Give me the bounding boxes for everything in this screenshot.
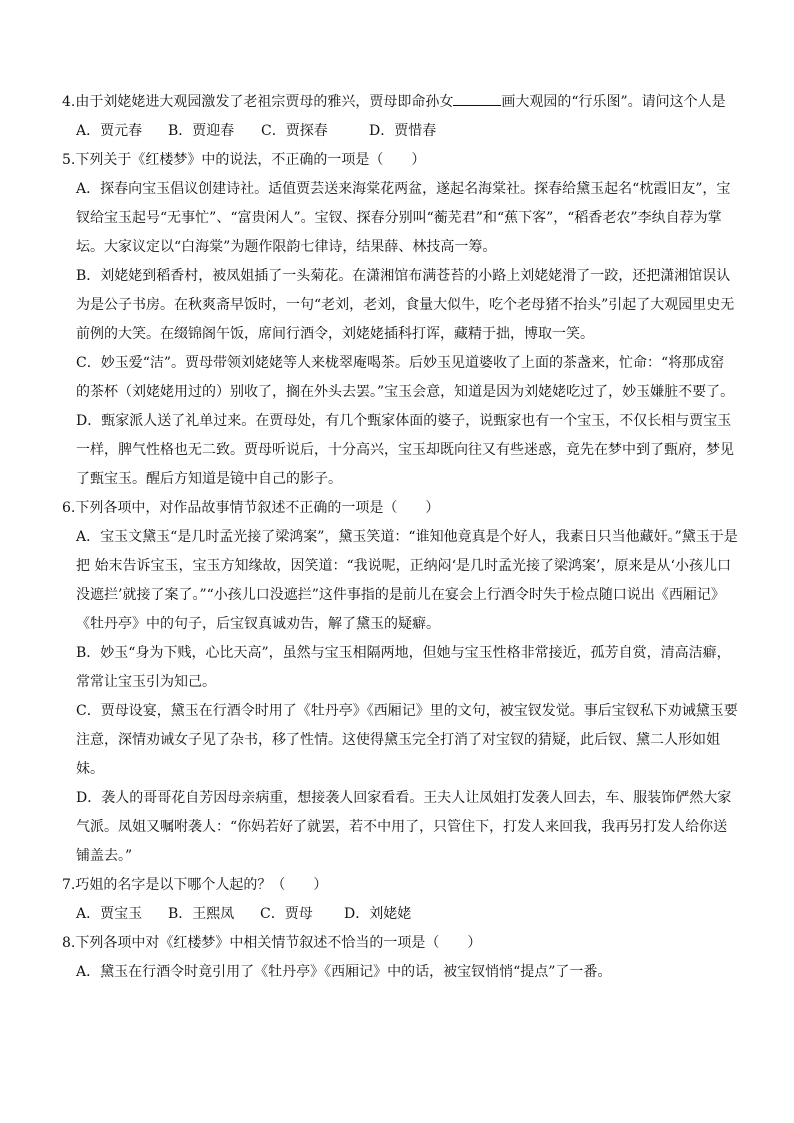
question-7-option-a: A．贾宝玉 [76, 906, 143, 922]
question-4-option-c: C．贾探春 [261, 123, 328, 139]
question-6-stem: 6.下列各项中，对作品故事情节叙述不正确的一项是（ ） [62, 500, 440, 516]
question-7-options [62, 900, 738, 929]
question-6-option-b: B．妙玉“身为下贱，心比天高”，虽然与宝玉相隔两地，但她与宝玉性格非常接近，孤芳自赏，清高洁癖，常常让宝玉引为知己。 [76, 645, 731, 690]
question-5-option-c: C．妙玉爱“洁”。贾母带领刘姥姥等人来栊翠庵喝茶。后妙玉见道婆收了上面的茶盏来，忙命：“将那成窑的茶杯（刘姥姥用过的）别收了，搁在外头去罢。”宝玉会意，知道是因为刘姥姥吃过了，妙玉嫌脏不要了。 [76, 355, 735, 400]
question-7-option-d: D．刘姥姥 [344, 906, 412, 922]
question-4-option-d: D．贾惜春 [369, 123, 437, 139]
question-4-option-b: B．贾迎春 [168, 123, 235, 139]
question-4-stem-before: 4.由于刘姥姥进大观园激发了老祖宗贾母的雅兴，贾母即命孙女 [62, 94, 454, 110]
question-5-stem: 5.下列关于《红楼梦》中的说法，不正确的一项是（ ） [62, 152, 426, 168]
question-5-option-d: D．甄家派人送了礼单过来。在贾母处，有几个甄家体面的婆子，说甄家也有一个宝玉，不仅长相与贾宝玉一样，脾气性格也无二致。贾母听说后，十分高兴，宝玉却既向往又有些迷惑，竟先在梦中到了甄府，梦见了甄宝玉。醒后方知道是镜中自己的影子。 [76, 413, 734, 487]
question-7-option-b: B．王熙凤 [168, 906, 235, 922]
question-8-stem: 8.下列各项中对《红楼梦》中相关情节叙述不恰当的一项是（ ） [62, 935, 482, 951]
question-6-option-d: D．袭人的哥哥花自芳因母亲病重，想接袭人回家看看。王夫人让凤姐打发袭人回去，车、服装饰俨然大家气派。凤姐又嘱咐袭人：“你妈若好了就罢，若不中用了，只管住下，打发人来回我，我再另打发人给你送铺盖去。” [76, 790, 732, 864]
question-6-option-a: A．宝玉文黛玉“是几时孟光接了梁鸿案”，黛玉笑道：“谁知他竟真是个好人，我素日只当他藏奸。”黛玉于是把 始末告诉宝玉，宝玉方知缘故，因笑道：“我说呢，正纳闷‘是几时孟光接了梁鸿案’，原来是从‘小孩儿口没遮拦’就接了案了。”“小孩儿口没遮拦”这件事指的是前儿在宴会上行酒令时失于检点随口说出《西厢记》《牡丹亭》中的句子，后宝钗真诚劝告，解了黛玉的疑癖。 [76, 529, 738, 632]
question-8-option-a: A．黛玉在行酒令时竟引用了《牡丹亭》《西厢记》中的话，被宝钗悄悄“提点”了一番。 [76, 964, 612, 980]
question-4-options [62, 117, 738, 146]
question-7-option-c: C．贾母 [260, 906, 313, 922]
question-4-option-a: A．贾元春 [76, 123, 143, 139]
question-7-stem: 7.巧姐的名字是以下哪个人起的？（ ） [62, 877, 328, 893]
question-5-option-a: A．探春向宝玉倡议创建诗社。适值贾芸送来海棠花两盆，遂起名海棠社。探春给黛玉起名“枕霞旧友”，宝钗给宝玉起号“无事忙”、“富贵闲人”。宝钗、探春分别叫“蘅芜君”和“蕉下客”，“稻香老农”李纨自荐为掌坛。大家议定以“白海棠”为题作限韵七律诗，结果薛、林技高一筹。 [76, 181, 731, 255]
question-4-stem-after: 画大观园的“行乐图”。请问这个人是 [501, 94, 726, 110]
answer-blank [453, 93, 501, 106]
question-6-option-c: C．贾母设宴，黛玉在行酒令时用了《牡丹亭》《西厢记》里的文句，被宝钗发觉。事后宝钗私下劝诫黛玉要注意，深情劝诫女子见了杂书，移了性情。这使得黛玉完全打消了对宝钗的猜疑，此后钗、黛二人形如姐妹。 [76, 703, 738, 777]
question-5-option-b: B．刘姥姥到稻香村，被凤姐插了一头菊花。在潇湘馆布满苍苔的小路上刘姥姥滑了一跤，还把潇湘馆误认为是公子书房。在秋爽斋早饭时，一句“老刘，老刘，食量大似牛，吃个老母猪不抬头”引起了大观园里史无前例的大笑。在缀锦阁午饭，席间行酒令，刘姥姥插科打诨，藏精于拙，博取一笑。 [76, 268, 735, 342]
question-4-stem [62, 88, 738, 117]
question-content [62, 88, 738, 987]
